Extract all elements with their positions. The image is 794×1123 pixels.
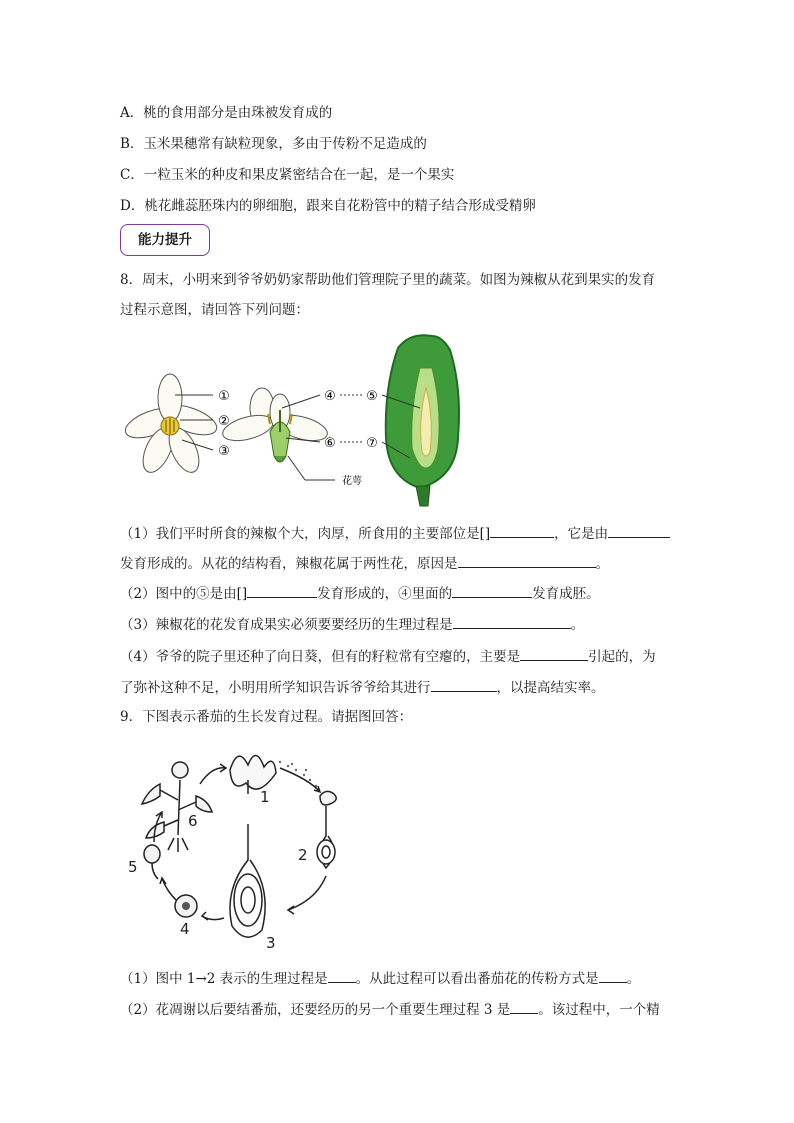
- answer-blank[interactable]: [458, 552, 596, 568]
- calyx-label: 花萼: [342, 476, 362, 487]
- q8-stem-line1: 8．周末，小明来到爷爷奶奶家帮助他们管理院子里的蔬菜。如图为辣椒从花到果实的发育: [120, 272, 656, 288]
- stage-number-5: 5: [128, 858, 138, 876]
- pepper-development-figure: [120, 328, 480, 508]
- answer-blank[interactable]: [453, 613, 571, 629]
- stage-number-2: 2: [298, 846, 308, 864]
- answer-blank[interactable]: [608, 522, 670, 538]
- stage-number-1: 1: [260, 788, 270, 806]
- option-a: A．桃的食用部分是由珠被发育成的: [120, 105, 333, 121]
- q9-part1: （1）图中 1→2 表示的生理过程是 。从此过程可以看出番茄花的传粉方式是 。: [120, 967, 640, 989]
- answer-blank[interactable]: [490, 522, 554, 538]
- option-c: C．一粒玉米的种皮和果皮紧密结合在一起，是一个果实: [120, 167, 455, 183]
- label-2: ②: [218, 414, 230, 429]
- label-7: ⑦: [366, 436, 378, 451]
- label-5: ⑤: [366, 389, 378, 404]
- pepper-flower-section-icon: [220, 388, 330, 462]
- q8-part1-line1: （1）我们平时所食的辣椒个大，肉厚，所食用的主要部位是[] ，它是由: [120, 522, 670, 544]
- q8-part1-line2: 发育形成的。从花的结构看，辣椒花属于两性花，原因是 。: [120, 552, 609, 574]
- answer-blank[interactable]: [599, 967, 627, 983]
- label-4: ④: [324, 389, 336, 404]
- q8-part3: （3）辣椒花的花发育成果实必须要要经历的生理过程是 。: [120, 613, 584, 635]
- section-badge: 能力提升: [120, 224, 210, 256]
- stage-number-3: 3: [266, 934, 276, 952]
- answer-blank[interactable]: [328, 967, 356, 983]
- label-6: ⑥: [324, 436, 336, 451]
- answer-blank[interactable]: [510, 998, 538, 1014]
- answer-blank[interactable]: [452, 582, 532, 598]
- answer-blank[interactable]: [247, 582, 317, 598]
- q8-part4-line1: （4）爷爷的院子里还种了向日葵，但有的籽粒常有空瘪的，主要是 引起的，为: [120, 645, 656, 667]
- answer-blank[interactable]: [520, 645, 588, 661]
- q9-part2: （2）花凋谢以后要结番茄，还要经历的另一个重要生理过程 3 是 。该过程中，一个精: [120, 998, 660, 1020]
- answer-blank[interactable]: [431, 676, 497, 692]
- q8-part4-line2: 了弥补这种不足，小明用所学知识告诉爷爷给其进行 ，以提高结实率。: [120, 676, 605, 698]
- label-3: ③: [218, 444, 230, 459]
- q8-stem-line2: 过程示意图，请回答下列问题：: [120, 302, 309, 318]
- stage-number-6: 6: [188, 812, 198, 830]
- tomato-lifecycle-figure: [120, 740, 360, 955]
- pepper-fruit-section-icon: [386, 335, 459, 506]
- stage-number-4: 4: [180, 920, 190, 938]
- option-b: B．玉米果穗常有缺粒现象，多由于传粉不足造成的: [120, 136, 427, 152]
- q9-stem: 9．下图表示番茄的生长发育过程。请据图回答：: [120, 709, 413, 725]
- q8-part2: （2）图中的⑤是由[] 发育形成的，④里面的 发育成胚。: [120, 582, 600, 604]
- label-1: ①: [218, 389, 230, 404]
- option-d: D．桃花雌蕊胚珠内的卵细胞，跟来自花粉管中的精子结合形成受精卵: [120, 198, 536, 214]
- pepper-flower-icon: [122, 374, 221, 477]
